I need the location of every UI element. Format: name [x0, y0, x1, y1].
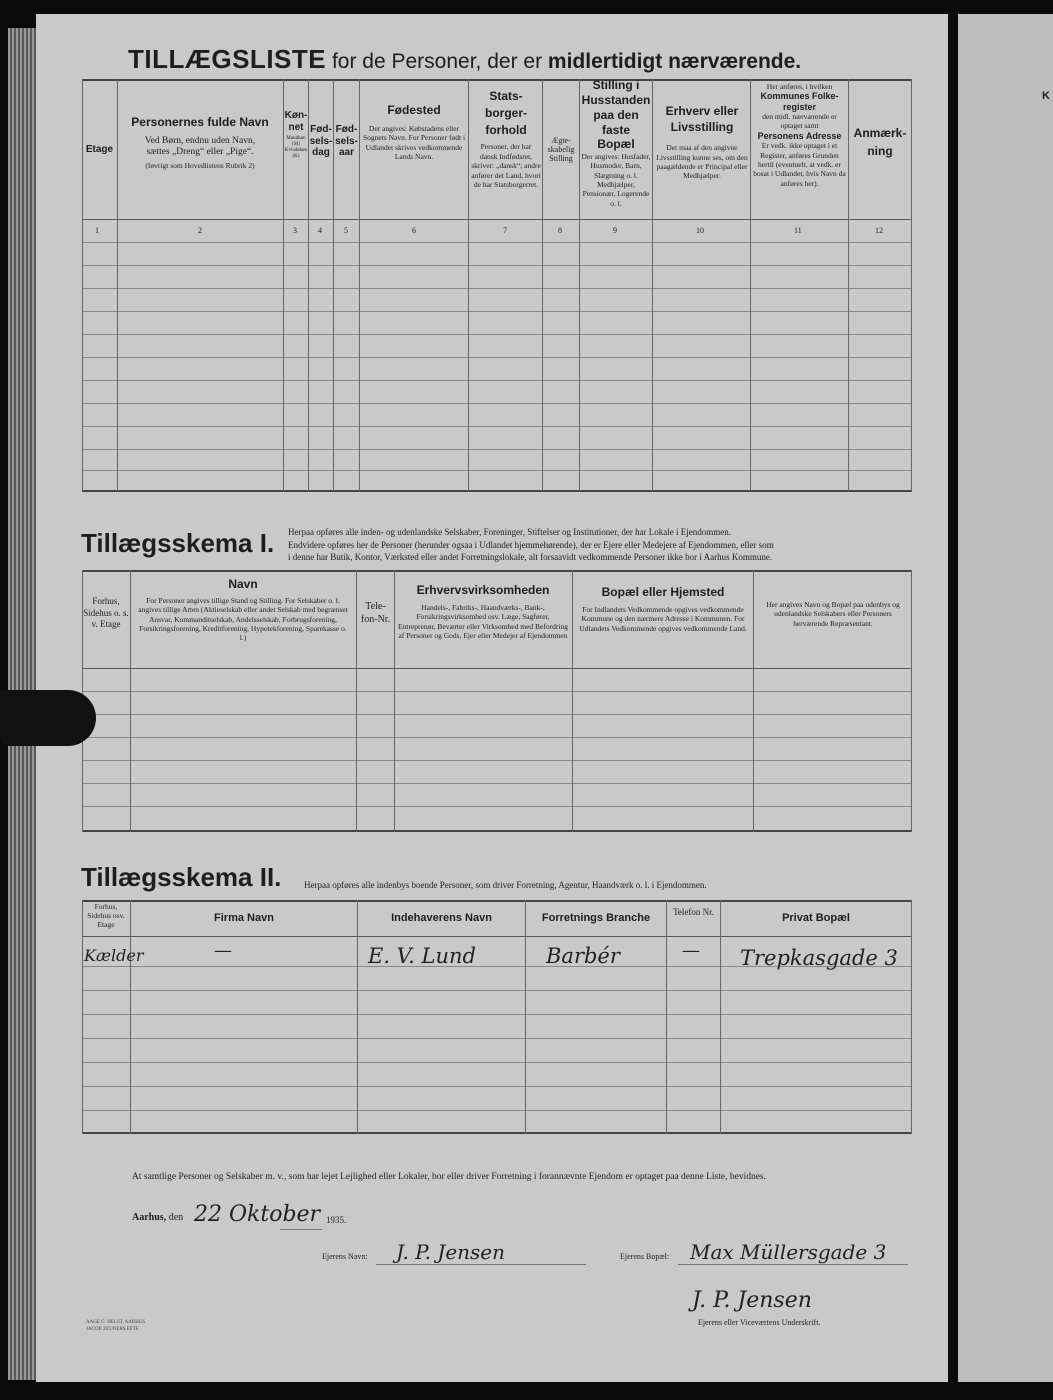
signature-label: Ejerens eller Viceværtens Underskrift. — [698, 1318, 821, 1327]
form-page — [36, 14, 948, 1382]
list-col-folkeregister-pre: Her anføres, i hvilken — [766, 82, 833, 91]
skema2-col-telefon: Telefon Nr. — [673, 907, 714, 917]
list-col-folkeregister-bold: Personens Adresse — [757, 130, 842, 141]
printer-mark: AAGE G. HELST, AARHUS JACOB ZEUNERS EFTF. — [86, 1320, 146, 1332]
skema1-col-navn — [136, 578, 350, 643]
col-number: 7 — [503, 226, 507, 235]
list-col-etage: Etage — [85, 144, 114, 155]
skema1-col-telefon: Tele-fon-Nr. — [360, 601, 391, 625]
footer-year: 1935. — [326, 1215, 347, 1225]
title-main: TILLÆGSLISTE — [128, 44, 327, 74]
skema1-col-bopael-sub: For Indlandets Vedkommende opgives vedkommende Kommune og den nærmere Adresse i Kommunen. For Udlandets Vedkommende opgives vedkommende Land. — [579, 604, 747, 633]
list-col-stilling-bopael: Bopæl — [597, 137, 635, 151]
skema1-col-erhverv-title: Erhvervsvirksomheden — [416, 583, 550, 597]
list-col-folkeregister-mid: den midl. nærværende er optaget samt — [762, 112, 837, 131]
skema1-desc-line: i denne har Butik, Kontor, Værksted eller andet Forretningslokale, alt forsaavidt vedkommende Personer ikke bor i Aarhus Kommune. — [288, 552, 773, 563]
col-number: 4 — [318, 226, 322, 235]
title-tail: midlertidigt nærværende. — [547, 50, 802, 73]
list-col-fodselsdag: Fød-sels-dag — [309, 124, 333, 158]
skema1-col-repraesentant: Her angives Navn og Bopæl paa udenbys og udenlandske Selskabers eller Personers herværende Repræsentant. — [766, 600, 900, 628]
thumb-overlay — [0, 690, 96, 746]
col-number: 9 — [613, 226, 617, 235]
list-col-folkeregister — [752, 82, 847, 188]
row-firma: — — [214, 940, 232, 961]
col-number: 3 — [293, 226, 297, 235]
list-col-kon-sub: Mandkøn (M) Kvindekøn (K) — [284, 136, 308, 159]
col-number: 12 — [875, 226, 883, 235]
skema2-title: Tillægsskema II. — [81, 862, 282, 892]
list-col-name-sub2: sættes „Dreng“ eller „Pige“. — [146, 146, 254, 157]
list-col-erhverv-title: Erhverv eller Livsstilling — [665, 104, 739, 134]
skema1-description — [288, 526, 914, 564]
skema1-col-erhverv-sub: Handels-, Fabriks-, Haandværks-, Bank-, Forsikringsvirksomhed osv. Læge, Sagfører, Entreprenør, Beværter eller Virksomhed med Befordring af Personer og Gods, Ejer eller Medejer af Ejendommen — [398, 602, 568, 640]
list-col-fodselsaar: Fød-sels-aar — [335, 124, 358, 158]
owner-address-label: Ejerens Bopæl: — [620, 1252, 670, 1261]
footer-statement: At samtlige Personer og Selskaber m. v., som har lejet Lejlighed eller Lokaler, bor eller driver Forretning i forannævnte Ejendom er optaget paa denne Liste, bevidnes. — [132, 1172, 766, 1182]
skema1-title: Tillægsskema I. — [81, 528, 275, 558]
title-rest: for de Personer, der er — [331, 50, 543, 73]
list-col-fodested — [362, 104, 466, 161]
list-col-folkeregister-title: Kommunes Folke-register — [760, 91, 839, 112]
col-number: 2 — [198, 226, 202, 235]
footer-date-line — [132, 1212, 183, 1223]
page-title — [128, 44, 801, 75]
list-col-stilling — [581, 78, 651, 208]
owner-name-label: Ejerens Navn: — [322, 1252, 368, 1261]
list-col-kon-title: Køn-net — [284, 110, 308, 133]
skema2-col-etage: Forhus, Sidehus osv. Etage — [87, 902, 125, 929]
footer-den: den — [168, 1212, 184, 1223]
footer-city: Aarhus, — [132, 1212, 167, 1223]
list-col-statsborger-title: Stats-borger-forhold — [485, 89, 527, 137]
list-col-anmaerkning: Anmærk-ning — [853, 126, 907, 158]
skema2-col-firma: Firma Navn — [214, 912, 274, 924]
footer-date-hand: 22 Oktober — [194, 1202, 321, 1227]
row-branche: Barbér — [546, 944, 620, 968]
skema1-desc-line: Herpaa opføres alle inden- og udenlandske Selskaber, Foreninger, Stiftelser og Institutioner, der har Lokale i Ejendommen. — [288, 527, 732, 537]
skema1-col-etage: Forhus, Sidehus o. s. v. Etage — [83, 596, 129, 630]
skema2-col-bopael: Privat Bopæl — [782, 912, 850, 924]
list-col-erhverv — [655, 104, 749, 181]
col-number: 1 — [95, 226, 99, 235]
row-indehaver: E. V. Lund — [368, 944, 476, 968]
col-number: 8 — [558, 226, 562, 235]
list-col-statsborger — [471, 88, 541, 189]
list-col-folkeregister-sub: Er vedk. ikke optaget i et Register, anføres Grunden hertil (eventuelt, at vedk. er bosat i Udlandet, hvis Navn da anføres her). — [753, 141, 846, 188]
owner-signature: J. P. Jensen — [692, 1288, 812, 1313]
list-col-stilling-sub: Der angives: Husfader, Husmoder, Barn, Slægtning o. l. Medhjælper, Pensionær, Logerende o. l. — [581, 151, 651, 208]
skema1-col-erhverv — [398, 584, 568, 640]
owner-address: Max Müllersgade 3 — [690, 1240, 887, 1264]
col-number: 6 — [412, 226, 416, 235]
list-col-fodested-sub: Der angives: Købstadens eller Sognets Navn. For Personer født i Udlandet skrives vedkommende Lands Navn. — [362, 123, 466, 161]
list-col-name-sub3: (Iøvrigt som Hovedlistens Rubrik 2) — [145, 160, 255, 170]
skema1-col-navn-title: Navn — [228, 577, 258, 591]
row-etage: Kælder — [84, 946, 144, 965]
col-number: 11 — [794, 226, 802, 235]
list-col-statsborger-sub: Personer, der har dansk Indfødsret, skriver: „dansk“; andre anfører det Land, hvori de har Statsborgerret. — [471, 142, 541, 189]
next-page-edge: K — [958, 14, 1053, 1382]
row-telefon: — — [682, 940, 700, 961]
skema1-col-bopael-title: Bopæl eller Hjemsted — [601, 585, 725, 599]
skema2-col-branche: Forretnings Branche — [541, 912, 651, 924]
list-col-fodested-title: Fødested — [387, 103, 441, 117]
list-col-erhverv-sub: Det maa af den angivne Livsstilling kunne ses, om den paagældende er Principal eller Medhjælper. — [656, 143, 748, 181]
col-number: 5 — [344, 226, 348, 235]
list-col-name-title: Personernes fulde Navn — [131, 115, 269, 129]
skema1-col-bopael — [576, 586, 750, 633]
list-col-name — [120, 116, 280, 170]
list-col-aegteskab: Ægte-skabelig Stilling — [547, 136, 575, 164]
list-col-kon — [284, 110, 308, 160]
owner-name: J. P. Jensen — [396, 1240, 506, 1264]
skema2-col-indehaver: Indehaverens Navn — [391, 912, 492, 924]
skema1-col-navn-sub: For Personer angives tillige Stand og Stilling. For Selskaber o. l. angives tillige Arten (Aktieselskab eller andet Selskab med begrænset Ansvar, Kommanditselskab, Andelsselskab, Forbrugsforening, Forsikringsforening, Kreditforening, Hypotekforening, Sparekasse o. l.) — [138, 595, 348, 643]
list-col-stilling-title: Stilling i Husstanden paa den faste — [581, 78, 651, 137]
col-number: 10 — [696, 226, 704, 235]
row-bopael: Trepkasgade 3 — [740, 946, 898, 970]
skema1-desc-line: Endvidere opføres her de Personer (herunder ogsaa i Udlandet hjemmehørende), der er Ejere eller Medejere af Ejendommen, eller som — [288, 539, 774, 550]
skema2-description: Herpaa opføres alle indenbys boende Personer, som driver Forretning, Agentur, Haandværk o. l. i Ejendommen. — [304, 880, 707, 890]
list-col-name-sub1: Ved Børn, endnu uden Navn, — [144, 135, 256, 146]
